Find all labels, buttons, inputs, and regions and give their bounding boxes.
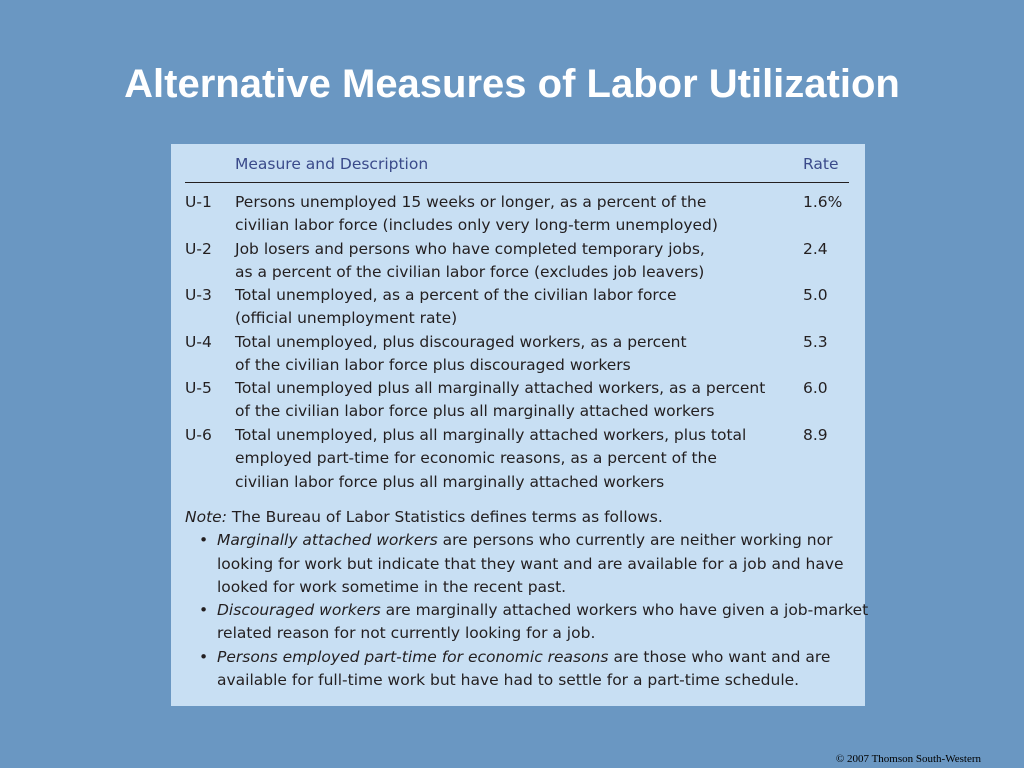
description-line: Job losers and persons who have completed temporary jobs, — [235, 240, 705, 258]
description-line: (official unemployment rate) — [235, 309, 458, 328]
measure-rate: 2.4 — [803, 240, 828, 258]
definition-text: are those who want and are — [608, 647, 831, 666]
measure-code: U-2 — [185, 240, 212, 258]
bullet-icon: • — [199, 601, 209, 620]
note-label: Note: — [185, 508, 227, 526]
note-intro: The Bureau of Labor Statistics defines terms as follows. — [226, 508, 663, 526]
measure-description — [235, 284, 775, 331]
description-line: Total unemployed plus all marginally attached workers, as a percent — [235, 379, 766, 397]
list-item — [185, 529, 855, 599]
measure-description — [235, 238, 775, 285]
description-line: Total unemployed, as a percent of the civilian labor force — [235, 286, 677, 304]
description-line: civilian labor force plus all marginally attached workers — [235, 472, 665, 491]
definition-first-line — [217, 529, 855, 552]
measure-code: U-3 — [185, 286, 212, 304]
measure-rate: 5.3 — [803, 333, 828, 351]
description-line: employed part-time for economic reasons, as a percent of the — [235, 449, 717, 468]
measure-description — [235, 191, 775, 238]
labor-measures-table — [171, 144, 869, 706]
definition-line: looked for work sometime in the recent past. — [217, 577, 567, 596]
description-line: Total unemployed, plus discouraged workers, as a percent — [235, 333, 687, 351]
list-item — [185, 599, 869, 646]
measure-description — [235, 377, 775, 424]
measure-code: U-1 — [185, 193, 212, 211]
definition-line: looking for work but indicate that they want and are available for a job and have — [217, 554, 844, 573]
measure-code: U-5 — [185, 379, 212, 397]
copyright-notice: © 2007 Thomson South-Western — [835, 753, 981, 765]
definitions-list — [185, 529, 869, 692]
bullet-icon: • — [199, 647, 209, 666]
description-line: of the civilian labor force plus discouraged workers — [235, 356, 631, 375]
definition-line: related reason for not currently looking for a job. — [217, 624, 596, 643]
definitions-note — [185, 506, 869, 692]
measure-rate: 8.9 — [803, 426, 828, 444]
description-line: of the civilian labor force plus all marginally attached workers — [235, 402, 715, 421]
definition-text: are marginally attached workers who have given a job-market — [380, 601, 869, 620]
bullet-icon: • — [199, 531, 209, 550]
measure-rate: 6.0 — [803, 379, 828, 397]
description-line: Persons unemployed 15 weeks or longer, as a percent of the — [235, 193, 707, 211]
slide-title: Alternative Measures of Labor Utilization — [124, 62, 900, 106]
defined-term: Marginally attached workers — [217, 531, 438, 550]
note-heading — [185, 506, 855, 529]
header-rate: Rate — [803, 155, 839, 173]
description-line: as a percent of the civilian labor force (excludes job leavers) — [235, 263, 705, 282]
definition-text: are persons who currently are neither working nor — [437, 531, 833, 550]
definition-line: available for full-time work but have had to settle for a part-time schedule. — [217, 671, 800, 690]
description-line: Total unemployed, plus all marginally attached workers, plus total — [235, 426, 747, 444]
definition-first-line — [217, 646, 855, 669]
measure-rate: 5.0 — [803, 286, 828, 304]
measure-description — [235, 331, 775, 378]
list-item — [185, 646, 855, 693]
definition-first-line — [217, 599, 869, 622]
defined-term: Discouraged workers — [217, 601, 381, 620]
measure-rate: 1.6% — [803, 193, 843, 211]
header-measure: Measure and Description — [235, 155, 429, 173]
measure-code: U-4 — [185, 333, 212, 351]
measure-code: U-6 — [185, 426, 212, 444]
description-line: civilian labor force (includes only very long-term unemployed) — [235, 216, 718, 235]
defined-term: Persons employed part-time for economic reasons — [217, 647, 609, 666]
measure-description — [235, 424, 775, 494]
header-divider — [185, 182, 849, 183]
